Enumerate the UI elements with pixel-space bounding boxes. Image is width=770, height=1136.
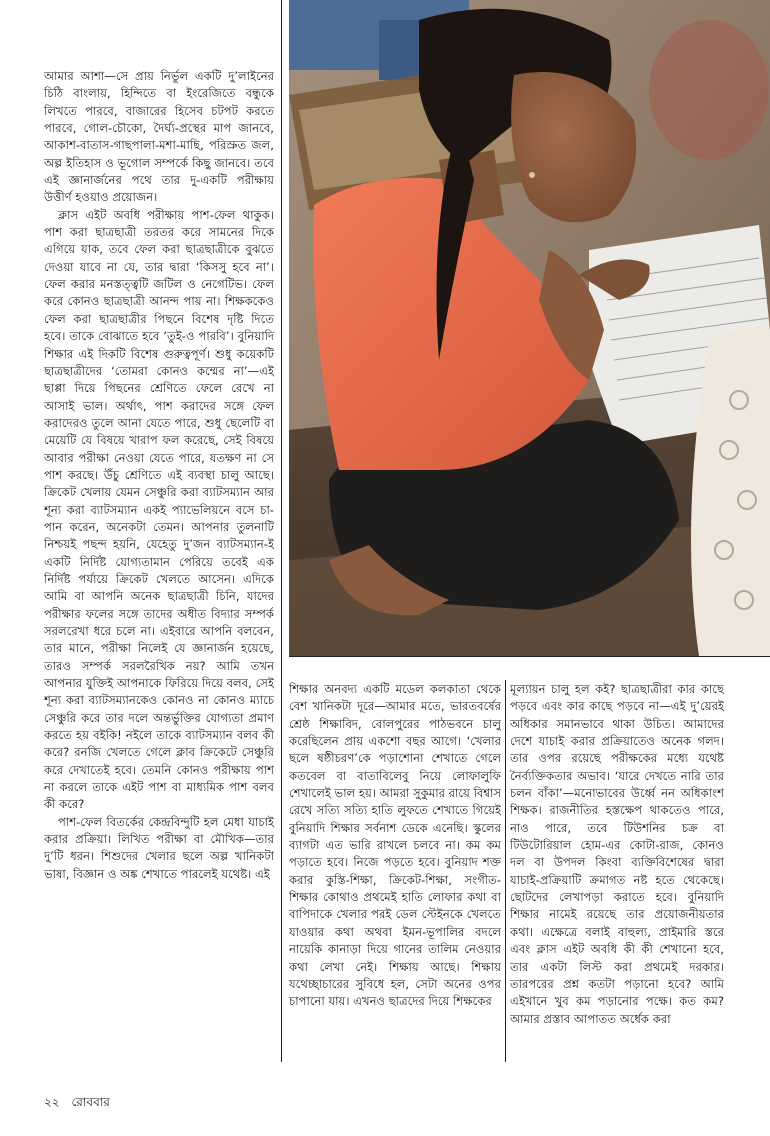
magazine-name: রোববার: [71, 1095, 110, 1109]
page-number: ২২: [44, 1095, 60, 1109]
photo-bottom-rule: [289, 656, 770, 657]
girl-studying-photo: [289, 0, 770, 656]
column-divider: [505, 680, 506, 1062]
paragraph: ক্লাস এইট অবধি পরীক্ষায় পাশ-ফেল থাকুক। পাশ করা ছাত্রছাত্রী তরতর করে সামনের দিকে এগিয়ে যাক, তবে ফেল করা ছাত্রছাত্রীকে বুঝতে দেওয়া যাবে না যে, তার দ্বারা ‘কিসসু হবে না’। ফেল করার মনস্তত্ত্বটি জটিল ও নেগেটিভ। ফেল করে কোনও ছাত্রছাত্রী আনন্দ পায় না। শিক্ষককেও ফেল করা ছাত্রছাত্রীর পিছনে বিশেষ দৃষ্টি দিতে হবে। তাকে বোঝাতে হবে ‘তুই-ও পারবি’। বুনিয়াদি শিক্ষার এই দিকটি বিশেষ গুরুত্বপূর্ণ। শুধু কয়েকটি ছাত্রছাত্রীদের ‘তোমরা কোনও কম্মের না’—এই ছাপ্পা দিয়ে পিছনের শ্রেণিতে ফেলে রেখে না আসাই ভাল। অর্থাৎ, পাশ করাদের সঙ্গে ফেল করাদেরও তুলে আনা যেতে পারে, শুধু ছেলেটি বা মেয়েটি যে বিষয়ে খারাপ ফল করেছে, সেই বিষয়ে আবার পরীক্ষা নেওয়া যেতে পারে, যতক্ষণ না সে পাশ করছে। উঁচু শ্রেণিতে এই ব্যবস্থা চালু আছে। ক্রিকেট খেলায় যেমন সেঞ্চুরি করা ব্যাটসম্যান আর শূন্য করা ব্যাটসম্যান একই প্যাভেলিয়নে বসে চা-পান করেন, অনেকটা তেমন। আপনার তুলনাটি নিশ্চয়ই পছন্দ হয়নি, যেহেতু দু’জন ব্যাটসম্যান-ই একটি নির্দিষ্ট যোগ্যতামান পেরিয়ে তবেই এক নির্দিষ্ট পর্যায়ে ক্রিকেট খেলতে আসেন। এদিকে আমি বা আপনি অনেক ছাত্রছাত্রী চিনি, যাদের পরীক্ষার ফলের সঙ্গে তাদের অধীত বিদ্যার সম্পর্ক সরলরেখা ধরে চলে না। এইবারে আপনি বলবেন, তার মানে, পরীক্ষা নিলেই যে জ্ঞানার্জন হয়েছে, তারও সম্পর্ক সরলরৈখিক নয়? আমি তখন আপনার যুক্তিই আপনাকে ফিরিয়ে দিয়ে বলব, সেই শূন্য করা ব্যাটসম্যানকেও কোনও না কোনও ম্যাচে সেঞ্চুরি করে তার দলে অন্তর্ভুক্তির যোগ্যতা প্রমাণ করতে হয় বইকি! নইলে তাকে ব্যাটসম্যান বলব কী করে? রনজি খেলতে গেলে ক্লাব ক্রিকেটে সেঞ্চুরি করে দেখাতেই হবে। তেমনি কোনও পরীক্ষায় পাশ না করলে তাকে এইট পাশ বা মাধ্যমিক পাশ বলব কী করে?: [44, 207, 274, 812]
paragraph: মূল্যায়ন চালু হল কই? ছাত্রছাত্রীরা কার কাছে পড়বে এবং কার কাছে পড়বে না—এই দু’য়েরই অধিকার সমানভাবে থাকা উচিত। আমাদের দেশে যাচাই করার প্রক্রিয়াতেও অনেক গলদ। তার ওপর রয়েছে পরীক্ষকের মধ্যে যথেষ্ট নৈর্ব্যক্তিকতার অভাব। ‘যারে দেখতে নারি তার চলন বাঁকা’—মনোভাবের উর্ধ্বে নন অধিকাংশ শিক্ষক। রাজনীতির হস্তক্ষেপ থাকতেও পারে, নাও পারে, তবে টিউশনির চক্র বা টিউটোরিয়াল হোম-এর কোটা-রাজ, কোনও দল বা উপদল কিংবা ব্যক্তিবিশেষের দ্বারা যাচাই-প্রক্রিয়াটি ক্রমাগত নষ্ট হতে থেকেছে। ছোটদের লেখাপড়া করাতে হবে। বুনিয়াদি শিক্ষার নামেই রয়েছে তার প্রয়োজনীয়তার কথা। এক্ষেত্রে বলাই বাহুল্য, প্রাইমারি স্তরে এবং ক্লাস এইট অবধি কী কী শেখানো হবে, তার একটা লিস্ট করা প্রথমেই দরকার। তারপরের প্রশ্ন কতটা পড়ানো হবে? আমি এইখানে খুব কম পড়ানোর পক্ষে। কত কম? আমার প্রস্তাব আপাতত অর্ধেক করা: [510, 682, 724, 1026]
paragraph: শিক্ষার অনবদ্য একটি মডেল কলকাতা থেকে বেশ খানিকটা দূরে—আমার মতে, ভারতবর্ষের শ্রেষ্ঠ শিক্ষাবিদ, বোলপুরের পাঠভবনে চালু করেছিলেন প্রায় একশো বছর আগে। ‘খেলার ছলে ষষ্ঠীচরণ’কে পড়াশোনা শেখাতে গেলে কতবেল বা বাতাবিলেবু নিয়ে লোফালুফি শেখালেই ভাল হয়। আমরা সুকুমার রায়ে বিশ্বাস রেখে সত্যি সত্যি হাতি লুফতে শেখাতে গিয়েই বুনিয়াদি শিক্ষার সর্বনাশ ডেকে এনেছি। স্কুলের ব্যাগটা এত ভারি রাখলে চলবে না। কম কম পড়াতে হবে। নিজে পড়তে হবে। বুনিয়াদ শক্ত করার কুস্তি-শিক্ষা, ক্রিকেট-শিক্ষা, সংগীত-শিক্ষার কোথাও প্রথমেই হাতি লোফার কথা বা বাপিদাকে খেলার পরই ডেল স্টেইনকে খেলতে যাওয়ার কথা অথবা ইমন-ভূপালির বদলে নায়েকি কানাড়া দিয়ে গানের তালিম নেওয়ার কথা লেখা নেই। শিক্ষায় আছে। শিক্ষায় যথেচ্ছাচারের সুবিধে হল, সেটা অনের ওপর চাপানো যায়। এখনও ছাত্রদের দিয়ে শিক্ষকের: [289, 682, 501, 1009]
article-column-2: [289, 681, 501, 1064]
column-divider: [281, 0, 282, 1062]
page-footer: [44, 1094, 118, 1114]
article-column-3: [510, 681, 724, 1064]
article-column-1: [44, 68, 274, 1064]
paragraph: আমার আশা—সে প্রায় নির্ভুল একটি দু’লাইনের চিঠি বাংলায়, হিন্দিতে বা ইংরেজিতে বন্ধুকে লিখতে পারবে, বাজারের হিসেব চটপট করতে পারবে, গোল-চৌকো, দৈর্ঘ্য-প্রস্থের মাপ জানবে, আকাশ-বাতাস-গাছপালা-মশা-মাছি, পরিস্রুত জল, অল্প ইতিহাস ও ভূগোল সম্পর্কে কিছু জানবে। তবে এই জ্ঞানার্জনের পথে তার দু-একটি পরীক্ষায় উত্তীর্ণ হওয়াও প্রয়োজন।: [44, 69, 274, 205]
photo-illustration: [289, 0, 770, 656]
paragraph: পাশ-ফেল বিতর্কের কেন্দ্রবিন্দুটি হল মেধা যাচাই করার প্রক্রিয়া। লিখিত পরীক্ষা বা মৌখিক—তার দু’টি ধরন। শিশুদের খেলার ছলে অল্প খানিকটা ভাষা, বিজ্ঞান ও অঙ্ক শেখাতে পারলেই যথেষ্ট। এই: [44, 814, 274, 881]
